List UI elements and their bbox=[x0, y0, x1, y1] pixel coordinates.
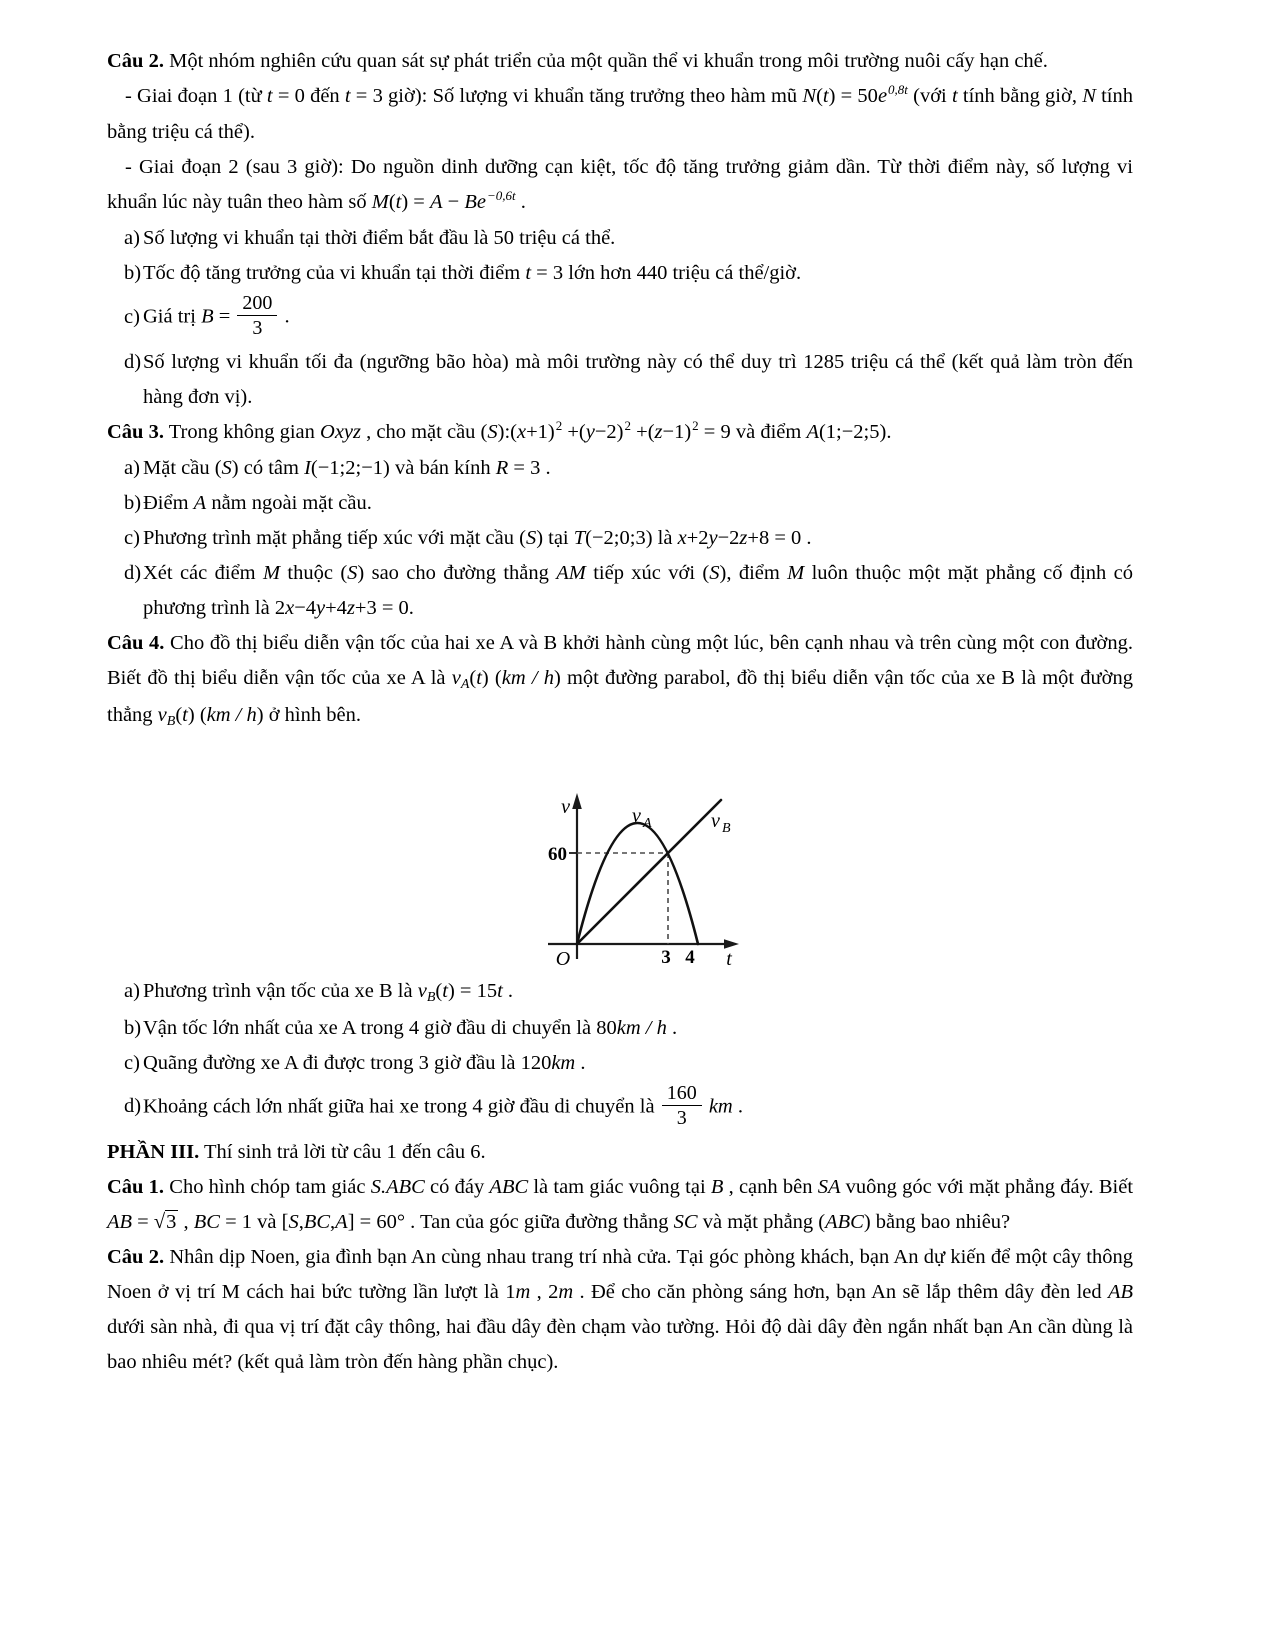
q2-phase2 bbox=[107, 150, 1133, 221]
text-run: x bbox=[285, 596, 295, 619]
x-tick-3-label: 3 bbox=[661, 946, 671, 968]
text-run: A bbox=[429, 191, 443, 213]
text-run: t bbox=[344, 85, 351, 107]
q4-item-c bbox=[107, 1046, 1133, 1081]
text-run: Câu 1. bbox=[107, 1175, 165, 1198]
text-run: tính bằng triệu cá thể). bbox=[107, 85, 1133, 143]
text-run: +3 = 0. bbox=[354, 596, 414, 619]
text-run: Phương trình vận tốc của xe B là bbox=[143, 979, 418, 1002]
p3-q1 bbox=[107, 1170, 1133, 1240]
text-run: km / h bbox=[616, 1016, 667, 1039]
text-run: - Giai đoạn 1 (từ bbox=[125, 85, 267, 107]
text-run: +1) bbox=[526, 420, 555, 443]
text-run: (−1;2;−1) và bán kính bbox=[310, 456, 496, 479]
text-run: I bbox=[304, 456, 311, 479]
text-run: BC bbox=[303, 1210, 331, 1233]
text-run: T bbox=[573, 526, 586, 549]
text-run: −2 bbox=[717, 526, 740, 549]
q3-item-a bbox=[107, 451, 1133, 486]
text-run: v bbox=[417, 979, 427, 1002]
item-marker: a) bbox=[124, 456, 140, 479]
velocity-graph bbox=[520, 743, 755, 968]
line-vB-label-sub: B bbox=[722, 820, 731, 836]
text-run: ) = bbox=[401, 191, 430, 213]
text-run: BC bbox=[193, 1210, 220, 1233]
q2-item-c bbox=[107, 291, 1133, 345]
origin-label: O bbox=[555, 947, 571, 968]
text-run: t bbox=[497, 979, 503, 1002]
text-run: N bbox=[1082, 85, 1096, 107]
text-run: z bbox=[346, 596, 355, 619]
text-run: A bbox=[806, 420, 819, 443]
text-run: S bbox=[525, 526, 537, 549]
text-run: , cạnh bên bbox=[723, 1175, 818, 1198]
curve-vA-label-sub: A bbox=[643, 815, 652, 831]
text-run: − bbox=[442, 191, 465, 213]
text-run: (−2;0;3) là bbox=[585, 526, 678, 549]
text-run: AB bbox=[107, 1210, 133, 1233]
text-run: AB bbox=[1107, 1280, 1134, 1303]
text-run: y bbox=[708, 526, 718, 549]
line-vB-label: v bbox=[711, 809, 720, 832]
text-run: ) một đường parabol, đồ thị biểu diễn vận tốc của xe B là một đường thẳng bbox=[107, 666, 1133, 726]
text-run: , cho mặt cầu ( bbox=[361, 420, 488, 443]
text-run: M bbox=[371, 191, 389, 213]
text-run: t bbox=[266, 85, 273, 107]
text-run: A bbox=[460, 676, 470, 692]
item-marker: a) bbox=[124, 979, 140, 1002]
y-tick-60-label: 60 bbox=[548, 843, 567, 865]
text-run: km bbox=[551, 1051, 576, 1074]
text-run: −1) bbox=[662, 420, 692, 443]
text-run: (1;−2;5). bbox=[818, 420, 892, 443]
text-run: M bbox=[787, 561, 805, 584]
text-run: Số lượng vi khuẩn tối đa (ngưỡng bão hòa) mà môi trường này có thể duy trì 1285 triệu cá thể (kết quả làm tròn đến hàng đơn vị). bbox=[143, 350, 1133, 408]
text-run: Câu 2. bbox=[107, 50, 164, 72]
text-run: N bbox=[802, 85, 817, 107]
text-run: AM bbox=[556, 561, 586, 584]
q3-item-d bbox=[107, 556, 1133, 626]
text-run: B bbox=[710, 1175, 724, 1198]
part3-header bbox=[107, 1135, 1133, 1170]
text-run: S bbox=[487, 420, 498, 443]
q2-item-b bbox=[107, 256, 1133, 291]
text-run: ] = 60° . Tan của góc giữa đường thẳng bbox=[347, 1210, 674, 1233]
text-run: +4 bbox=[325, 596, 347, 619]
text-run: = 0 đến bbox=[272, 85, 345, 107]
text-run: S.ABC bbox=[370, 1175, 425, 1198]
text-run: x bbox=[677, 526, 687, 549]
text-run: A bbox=[193, 491, 207, 514]
text-run: y bbox=[585, 420, 595, 443]
q4-item-a bbox=[107, 974, 1133, 1011]
text-run: = 9 và điểm bbox=[698, 420, 807, 443]
text-run: t bbox=[395, 191, 402, 213]
text-run: - Giai đoạn 2 (sau 3 giờ): Do nguồn dinh dưỡng cạn kiệt, tốc độ tăng trưởng giảm dần. Từ thời điểm này, số lượng vi khuẩn lúc này tuân theo hàm số bbox=[107, 156, 1133, 213]
q2-item-a bbox=[107, 221, 1133, 256]
curve-vA-label: v bbox=[632, 804, 641, 827]
item-marker: c) bbox=[124, 305, 140, 328]
text-run: e bbox=[877, 85, 888, 107]
text-run: z bbox=[654, 420, 663, 443]
p3-q2 bbox=[107, 1240, 1133, 1380]
text-run: km / h bbox=[206, 703, 257, 726]
text-run: (với bbox=[907, 85, 952, 107]
item-marker: d) bbox=[124, 561, 142, 584]
text-run: . bbox=[502, 979, 514, 1002]
text-run: vuông góc với mặt phẳng đáy. Biết bbox=[840, 1175, 1134, 1198]
text-run: SC bbox=[673, 1210, 698, 1233]
y-axis-arrow-icon bbox=[572, 793, 582, 809]
text-run: = 3 giờ): Số lượng vi khuẩn tăng trưởng theo hàm mũ bbox=[350, 85, 803, 107]
text-run: ABC bbox=[489, 1175, 529, 1198]
text-run: Quãng đường xe A đi được trong 3 giờ đầu là 120 bbox=[143, 1051, 552, 1074]
text-run: 2 bbox=[624, 417, 632, 433]
fraction bbox=[235, 289, 279, 343]
text-run: Vận tốc lớn nhất của xe A trong 4 giờ đầu di chuyển là 80 bbox=[143, 1016, 617, 1039]
text-run: −4 bbox=[294, 596, 317, 619]
item-marker: d) bbox=[124, 350, 142, 373]
x-axis-label: t bbox=[726, 947, 732, 968]
text-run: PHẦN III. bbox=[107, 1140, 200, 1163]
text-run: . bbox=[575, 1051, 586, 1074]
text-run: x bbox=[517, 420, 527, 443]
square-root bbox=[154, 1210, 179, 1233]
text-run: −0,6t bbox=[486, 188, 516, 203]
text-run: ) bằng bao nhiêu? bbox=[863, 1210, 1011, 1233]
text-run: thuộc ( bbox=[280, 561, 348, 584]
text-run: m bbox=[515, 1280, 531, 1303]
text-run: nằm ngoài mặt cầu. bbox=[206, 491, 372, 514]
item-marker: c) bbox=[124, 1051, 140, 1074]
text-run: ( bbox=[388, 191, 396, 213]
text-run: . bbox=[515, 191, 526, 213]
q3-item-b bbox=[107, 486, 1133, 521]
text-run: Câu 3. bbox=[107, 420, 164, 443]
text-run: ( bbox=[435, 979, 443, 1002]
text-run: v bbox=[157, 703, 167, 726]
document-content bbox=[107, 44, 1133, 1380]
text-run: ) có tâm bbox=[231, 456, 305, 479]
text-run: . Để cho căn phòng sáng hơn, bạn An sẽ lắp thêm dây đèn led bbox=[573, 1280, 1108, 1303]
item-marker: c) bbox=[124, 526, 140, 549]
text-run: Cho đồ thị biểu diễn vận tốc của hai xe A và B khởi hành cùng một lúc, bên cạnh nhau và trên cùng một con đường. Biết đồ thị biểu diễn vận tốc của xe A là bbox=[107, 631, 1133, 689]
text-run: t bbox=[822, 85, 829, 107]
text-run: ) = 50 bbox=[828, 85, 878, 107]
text-run: −2) bbox=[594, 420, 624, 443]
text-run: Be bbox=[464, 191, 486, 213]
text-run: ) ở hình bên. bbox=[256, 703, 361, 726]
text-run: Xét các điểm bbox=[143, 561, 263, 584]
text-run: km bbox=[708, 1095, 733, 1118]
item-marker: b) bbox=[124, 262, 142, 284]
item-marker: b) bbox=[124, 491, 142, 514]
text-run: ) tại bbox=[536, 526, 574, 549]
text-run: km / h bbox=[501, 666, 554, 689]
text-run: Nhân dịp Noen, gia đình bạn An cùng nhau trang trí nhà cửa. Tại góc phòng khách, bạn An dự kiến để một cây thông Noen ở vị trí M cách hai bức tường lần lượt là 1 bbox=[107, 1245, 1133, 1303]
text-run: Một nhóm nghiên cứu quan sát sự phát triển của một quần thể vi khuẩn trong môi trường nuôi cấy hạn chế. bbox=[163, 50, 1048, 72]
text-run: 0,8t bbox=[888, 82, 908, 97]
text-run: +( bbox=[631, 420, 655, 443]
text-run: t bbox=[951, 85, 958, 107]
q4-item-d bbox=[107, 1081, 1133, 1135]
fraction-denominator: 3 bbox=[676, 1107, 687, 1130]
radical-sign-icon: √ bbox=[153, 1210, 166, 1233]
text-run: +( bbox=[562, 420, 586, 443]
fraction-denominator: 3 bbox=[252, 317, 263, 340]
text-run: y bbox=[316, 596, 326, 619]
text-run: . bbox=[666, 1016, 678, 1039]
text-run: m bbox=[558, 1280, 574, 1303]
text-run: S bbox=[347, 561, 358, 584]
x-tick-4-label: 4 bbox=[685, 946, 695, 968]
item-marker: b) bbox=[124, 1016, 142, 1039]
q3-header bbox=[107, 415, 1133, 451]
text-run: +8 = 0 . bbox=[747, 526, 812, 549]
text-run: . bbox=[279, 305, 290, 328]
text-run: Điểm bbox=[143, 491, 194, 514]
text-run: ):( bbox=[497, 420, 517, 443]
text-run: = 3 . bbox=[508, 456, 551, 479]
text-run: Trong không gian bbox=[163, 420, 321, 443]
text-run: Cho hình chóp tam giác bbox=[164, 1175, 371, 1198]
text-run: = 3 lớn hơn 440 triệu cá thể/giờ. bbox=[531, 262, 802, 284]
q3-item-c bbox=[107, 521, 1133, 556]
text-run: S bbox=[221, 456, 232, 479]
text-run: t bbox=[525, 262, 532, 284]
q4-header bbox=[107, 626, 1133, 735]
text-run: Số lượng vi khuẩn tại thời điểm bắt đầu là 50 triệu cá thể. bbox=[143, 227, 616, 249]
text-run: là tam giác vuông tại bbox=[528, 1175, 711, 1198]
text-run: Câu 2. bbox=[107, 1245, 165, 1268]
velocity-graph-figure bbox=[520, 743, 755, 968]
text-run: B bbox=[201, 305, 214, 328]
text-run: ) ( bbox=[481, 666, 502, 689]
y-axis-label: v bbox=[561, 795, 570, 818]
item-marker: d) bbox=[124, 1095, 142, 1118]
text-run: M bbox=[262, 561, 281, 584]
text-run: ABC bbox=[825, 1210, 864, 1233]
text-run: , 2 bbox=[530, 1280, 559, 1303]
text-run: = bbox=[213, 305, 236, 328]
text-run: có đáy bbox=[424, 1175, 490, 1198]
text-run: Tốc độ tăng trưởng của vi khuẩn tại thời điểm bbox=[143, 262, 526, 284]
text-run: ) = 15 bbox=[447, 979, 498, 1002]
q2-phase1 bbox=[107, 79, 1133, 150]
text-run: luôn thuộc một mặt phẳng cố định có phương trình là 2 bbox=[143, 561, 1134, 619]
text-run: t bbox=[442, 979, 448, 1002]
text-run: dưới sàn nhà, đi qua vị trí đặt cây thông, hai đầu dây đèn chạm vào tường. Hỏi độ dài dây đèn ngắn nhất bạn An cần dùng là bao nhiêu mét? (kết quả làm tròn đến hàng phần chục). bbox=[107, 1315, 1133, 1373]
text-run: , bbox=[178, 1210, 194, 1233]
text-run: tính bằng giờ, bbox=[957, 85, 1083, 107]
text-run: t bbox=[476, 666, 482, 689]
text-run: Mặt cầu ( bbox=[143, 456, 222, 479]
radicand: 3 bbox=[166, 1210, 177, 1233]
text-run: Oxyz bbox=[320, 420, 362, 443]
text-run: S bbox=[288, 1210, 299, 1233]
text-run: , bbox=[298, 1210, 304, 1233]
text-run: t bbox=[182, 703, 188, 726]
text-run: , bbox=[330, 1210, 336, 1233]
fraction bbox=[660, 1079, 704, 1133]
text-run: = 1 và [ bbox=[219, 1210, 289, 1233]
text-run: v bbox=[451, 666, 461, 689]
text-run: S bbox=[709, 561, 720, 584]
text-run: 2 bbox=[692, 417, 699, 433]
text-run: Khoảng cách lớn nhất giữa hai xe trong 4 giờ đầu di chuyển là bbox=[143, 1095, 660, 1118]
text-run: và mặt phẳng ( bbox=[697, 1210, 826, 1233]
text-run: ) ( bbox=[187, 703, 207, 726]
text-run: Phương trình mặt phẳng tiếp xúc với mặt cầu ( bbox=[143, 526, 526, 549]
text-run: z bbox=[739, 526, 748, 549]
text-run: B bbox=[426, 989, 436, 1005]
q4-item-b bbox=[107, 1011, 1133, 1046]
text-run: A bbox=[335, 1210, 348, 1233]
q2-item-d bbox=[107, 345, 1133, 415]
text-run: Giá trị bbox=[143, 305, 202, 328]
text-run: ( bbox=[175, 703, 183, 726]
fraction-numerator: 160 bbox=[662, 1082, 702, 1106]
text-run: SA bbox=[817, 1175, 841, 1198]
text-run: = bbox=[132, 1210, 154, 1233]
text-run: Câu 4. bbox=[107, 631, 165, 654]
text-run: ), điểm bbox=[719, 561, 788, 584]
text-run: +2 bbox=[686, 526, 709, 549]
text-run: tiếp xúc với ( bbox=[585, 561, 710, 584]
text-run: ) sao cho đường thẳng bbox=[357, 561, 557, 584]
text-run: R bbox=[495, 456, 509, 479]
item-marker: a) bbox=[124, 227, 140, 249]
text-run: ( bbox=[816, 85, 823, 107]
q2-header bbox=[107, 44, 1133, 79]
text-run: 2 bbox=[555, 417, 563, 433]
text-run: B bbox=[166, 713, 176, 729]
text-run: ( bbox=[469, 666, 477, 689]
text-run: . bbox=[732, 1095, 743, 1118]
fraction-numerator: 200 bbox=[237, 292, 277, 316]
text-run: Thí sinh trả lời từ câu 1 đến câu 6. bbox=[199, 1140, 486, 1163]
